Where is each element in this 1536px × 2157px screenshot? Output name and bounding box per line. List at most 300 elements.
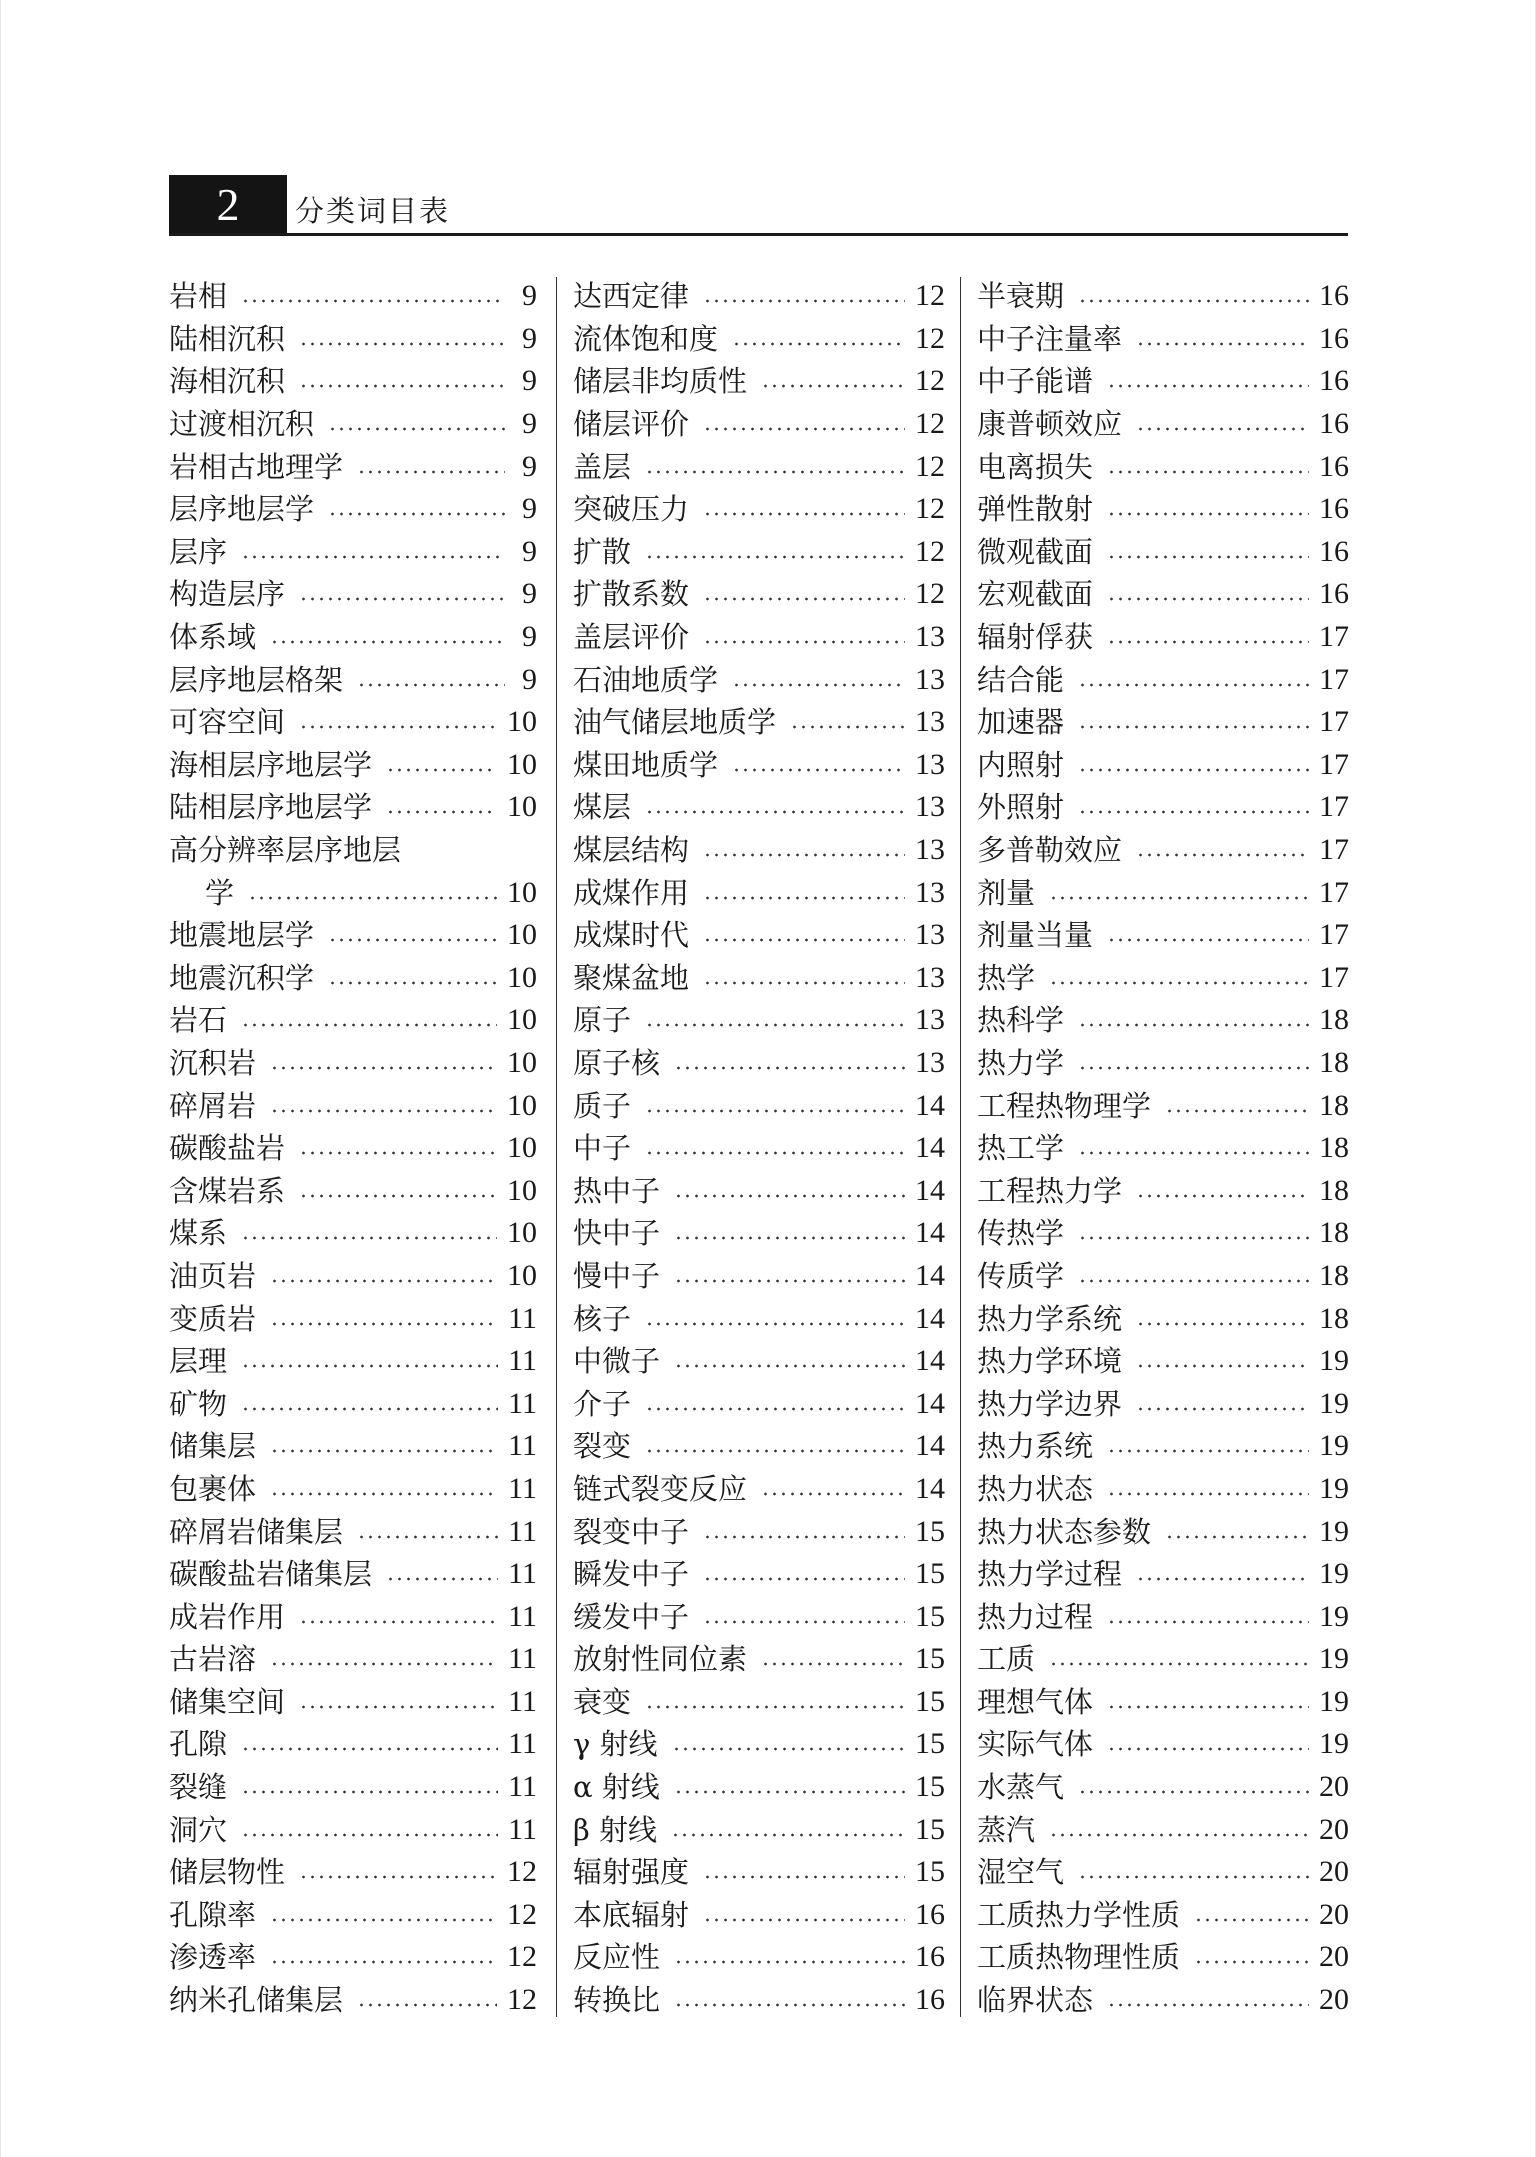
entry-page-number: 16 (1319, 492, 1349, 526)
entry-page-number: 11 (508, 1557, 537, 1591)
entry-term: 高分辨率层序地层 (169, 833, 402, 868)
entry-term: 临界状态 (977, 1983, 1094, 2018)
entry-term: 中子 (573, 1131, 632, 1166)
index-entry (169, 999, 537, 1042)
entry-page-number: 15 (915, 1684, 945, 1718)
entry-page-number: 16 (1319, 364, 1349, 398)
entry-page-number: 16 (915, 1983, 945, 2017)
dot-leader (386, 808, 497, 816)
dot-leader (674, 1277, 905, 1285)
entry-page-number: 16 (1319, 407, 1349, 441)
entry-term: 电离损失 (977, 449, 1094, 484)
entry-page-number: 18 (1319, 1045, 1349, 1079)
dot-leader (703, 936, 905, 944)
entry-page-number: 19 (1319, 1684, 1349, 1718)
entry-term: 层序 (169, 534, 228, 569)
index-entry (573, 1255, 945, 1298)
entry-page-number: 18 (1319, 1173, 1349, 1207)
index-entry (977, 829, 1349, 872)
dot-leader (703, 297, 905, 305)
entry-term: 层序地层格架 (169, 662, 344, 697)
index-entry (169, 829, 537, 872)
dot-leader (1136, 340, 1309, 348)
entry-page-number: 10 (507, 960, 537, 994)
entry-page-number: 14 (915, 1088, 945, 1122)
index-entry (573, 1766, 945, 1809)
entry-page-number: 15 (915, 1812, 945, 1846)
dot-leader (703, 851, 905, 859)
entry-page-number: 11 (508, 1514, 537, 1548)
entry-term: 储集层 (169, 1429, 257, 1464)
dot-leader (241, 1788, 498, 1796)
index-entry (977, 1340, 1349, 1383)
running-header (169, 175, 1348, 235)
dot-leader (1136, 851, 1309, 859)
entry-term: 传质学 (977, 1258, 1065, 1293)
entry-term: 成煤作用 (573, 875, 690, 910)
entry-page-number: 16 (915, 1940, 945, 1974)
dot-leader (732, 681, 905, 689)
dot-leader (674, 1234, 905, 1242)
index-entry (573, 744, 945, 787)
index-entry (169, 1936, 537, 1979)
entry-page-number: 10 (507, 1173, 537, 1207)
entry-term: 弹性散射 (977, 492, 1094, 527)
dot-leader (703, 1533, 905, 1541)
entry-page-number: 10 (507, 1088, 537, 1122)
entry-page-number: 19 (1319, 1429, 1349, 1463)
entry-page-number: 13 (915, 1003, 945, 1037)
entry-term: 中微子 (573, 1344, 661, 1379)
index-entry (169, 871, 537, 914)
index-entry (977, 1595, 1349, 1638)
index-entry (977, 1936, 1349, 1979)
index-entry (573, 318, 945, 361)
dot-leader (732, 340, 905, 348)
entry-page-number: 10 (507, 1216, 537, 1250)
dot-leader (299, 723, 497, 731)
header-rule (169, 233, 1348, 236)
entry-term: β 射线 (573, 1812, 657, 1847)
entry-term: 构造层序 (169, 577, 286, 612)
entry-term: 储层物性 (169, 1855, 286, 1890)
entry-term: 海相沉积 (169, 364, 286, 399)
entry-page-number: 20 (1319, 1897, 1349, 1931)
entry-term: 碎屑岩储集层 (169, 1514, 344, 1549)
entry-term: 突破压力 (573, 492, 690, 527)
dot-leader (1049, 894, 1309, 902)
entry-term: 石油地质学 (573, 662, 719, 697)
entry-page-number: 10 (507, 1258, 537, 1292)
header-title: 分类词目表 (295, 194, 451, 228)
index-column-3 (977, 275, 1349, 2035)
dot-leader (248, 894, 497, 902)
entry-page-number: 12 (507, 1940, 537, 1974)
entry-term: 热科学 (977, 1003, 1065, 1038)
dot-leader (241, 553, 505, 561)
entry-page-number: 9 (522, 407, 537, 441)
entry-page-number: 14 (915, 1173, 945, 1207)
dot-leader (1107, 510, 1309, 518)
entry-page-number: 13 (915, 747, 945, 781)
index-entry (169, 1042, 537, 1085)
index-entry (573, 1042, 945, 1085)
dot-leader (1107, 1447, 1309, 1455)
entry-term: 变质岩 (169, 1301, 257, 1336)
index-entry (573, 531, 945, 574)
entry-term: 原子核 (573, 1045, 661, 1080)
entry-page-number: 19 (1319, 1599, 1349, 1633)
dot-leader (761, 382, 905, 390)
entry-page-number: 14 (915, 1301, 945, 1335)
entry-term: 岩相 (169, 279, 228, 314)
dot-leader (1136, 1192, 1309, 1200)
entry-page-number: 11 (508, 1642, 537, 1676)
entry-term: 工程热物理学 (977, 1088, 1152, 1123)
dot-leader (241, 297, 505, 305)
index-entry (573, 1808, 945, 1851)
column-divider (960, 277, 961, 2017)
entry-page-number: 16 (1319, 449, 1349, 483)
entry-term: 储集空间 (169, 1684, 286, 1719)
entry-page-number: 20 (1319, 1855, 1349, 1889)
entry-page-number: 13 (915, 790, 945, 824)
entry-page-number: 12 (507, 1897, 537, 1931)
index-entry (169, 573, 537, 616)
dot-leader (1078, 297, 1309, 305)
dot-leader (299, 340, 505, 348)
entry-page-number: 19 (1319, 1514, 1349, 1548)
entry-term: 可容空间 (169, 705, 286, 740)
index-entry (977, 786, 1349, 829)
entry-page-number: 11 (508, 1429, 537, 1463)
entry-page-number: 13 (915, 960, 945, 994)
entry-term: 油气储层地质学 (573, 705, 777, 740)
entry-term: 内照射 (977, 747, 1065, 782)
entry-page-number: 13 (915, 662, 945, 696)
index-entry (573, 1468, 945, 1511)
entry-term: 煤田地质学 (573, 747, 719, 782)
entry-term: 流体饱和度 (573, 321, 719, 356)
dot-leader (1078, 808, 1309, 816)
entry-page-number: 16 (1319, 534, 1349, 568)
entry-page-number: 13 (915, 1045, 945, 1079)
dot-leader (703, 979, 905, 987)
index-entry (169, 1808, 537, 1851)
dot-leader (1078, 1234, 1309, 1242)
dot-leader (703, 1618, 905, 1626)
dot-leader (270, 1320, 498, 1328)
entry-page-number: 19 (1319, 1386, 1349, 1420)
dot-leader (674, 2001, 905, 2009)
index-entry (169, 1638, 537, 1681)
dot-leader (703, 1575, 905, 1583)
entry-term: 煤层 (573, 790, 632, 825)
dot-leader (241, 1021, 497, 1029)
entry-term: 中子能谱 (977, 364, 1094, 399)
entry-term: 工质热物理性质 (977, 1940, 1181, 1975)
entry-page-number: 17 (1319, 875, 1349, 909)
entry-term: 地震沉积学 (169, 960, 315, 995)
index-entry (169, 1340, 537, 1383)
dot-leader (1194, 1916, 1309, 1924)
index-entry (977, 1127, 1349, 1170)
index-entry (573, 1723, 945, 1766)
entry-term: 扩散系数 (573, 577, 690, 612)
entry-term: 微观截面 (977, 534, 1094, 569)
entry-term: 瞬发中子 (573, 1557, 690, 1592)
index-entry (573, 1169, 945, 1212)
entry-term: 反应性 (573, 1940, 661, 1975)
dot-leader (1078, 766, 1309, 774)
index-entry (573, 1894, 945, 1937)
entry-term: 热力状态 (977, 1471, 1094, 1506)
index-entry (573, 573, 945, 616)
index-entry (573, 786, 945, 829)
entry-term: 岩石 (169, 1003, 228, 1038)
dot-leader (299, 1703, 498, 1711)
dot-leader (1136, 1405, 1309, 1413)
entry-term: 工程热力学 (977, 1173, 1123, 1208)
dot-leader (241, 1745, 498, 1753)
entry-term: 加速器 (977, 705, 1065, 740)
entry-page-number: 17 (1319, 918, 1349, 952)
dot-leader (1078, 1788, 1309, 1796)
entry-page-number: 20 (1319, 1940, 1349, 1974)
entry-term: 理想气体 (977, 1684, 1094, 1719)
entry-page-number: 9 (522, 279, 537, 313)
entry-page-number: 11 (508, 1727, 537, 1761)
index-entry (169, 744, 537, 787)
dot-leader (645, 1021, 905, 1029)
entry-page-number: 10 (507, 747, 537, 781)
entry-term: 碳酸盐岩 (169, 1131, 286, 1166)
entry-term: 包裹体 (169, 1471, 257, 1506)
index-column-1 (169, 275, 537, 2035)
index-entry (169, 658, 537, 701)
dot-leader (1107, 936, 1309, 944)
dot-leader (328, 936, 497, 944)
entry-page-number: 14 (915, 1131, 945, 1165)
entry-term: 实际气体 (977, 1727, 1094, 1762)
entry-term: 层理 (169, 1344, 228, 1379)
index-entry (977, 1212, 1349, 1255)
entry-term: 聚煤盆地 (573, 960, 690, 995)
entry-term: 半衰期 (977, 279, 1065, 314)
index-entry (169, 1553, 537, 1596)
entry-page-number: 19 (1319, 1727, 1349, 1761)
entry-term: 储层非均质性 (573, 364, 748, 399)
entry-term: 矿物 (169, 1386, 228, 1421)
entry-term: 质子 (573, 1088, 632, 1123)
dot-leader (703, 1916, 905, 1924)
dot-leader (1107, 553, 1309, 561)
index-entry (169, 957, 537, 1000)
dot-leader (1165, 1107, 1309, 1115)
dot-leader (674, 1958, 905, 1966)
index-entry (169, 1084, 537, 1127)
index-entry (573, 616, 945, 659)
index-entry (977, 701, 1349, 744)
dot-leader (357, 681, 505, 689)
index-entry (977, 957, 1349, 1000)
index-entry (573, 658, 945, 701)
entry-page-number: 15 (915, 1514, 945, 1548)
entry-page-number: 9 (522, 577, 537, 611)
entry-term: 过渡相沉积 (169, 407, 315, 442)
index-entry (573, 1638, 945, 1681)
index-entry (573, 1340, 945, 1383)
dot-leader (1078, 1064, 1309, 1072)
index-entry (977, 1382, 1349, 1425)
entry-page-number: 16 (1319, 279, 1349, 313)
dot-leader (270, 1490, 498, 1498)
entry-page-number: 12 (915, 449, 945, 483)
entry-term: 热力系统 (977, 1429, 1094, 1464)
index-entry (977, 1510, 1349, 1553)
entry-page-number: 12 (915, 492, 945, 526)
dot-leader (270, 1107, 497, 1115)
dot-leader (241, 1405, 498, 1413)
index-entry (169, 531, 537, 574)
entry-page-number: 15 (915, 1855, 945, 1889)
dot-leader (299, 595, 505, 603)
entry-page-number: 17 (1319, 620, 1349, 654)
entry-term: 裂变中子 (573, 1514, 690, 1549)
dot-leader (270, 1064, 497, 1072)
entry-term: 放射性同位素 (573, 1642, 748, 1677)
index-entry (573, 871, 945, 914)
entry-term: 古岩溶 (169, 1642, 257, 1677)
dot-leader (674, 1192, 905, 1200)
dot-leader (241, 1362, 498, 1370)
entry-term: 热力学系统 (977, 1301, 1123, 1336)
index-entry (169, 1212, 537, 1255)
entry-term: 裂变 (573, 1429, 632, 1464)
entry-term: 衰变 (573, 1684, 632, 1719)
dot-leader (1078, 723, 1309, 731)
dot-leader (645, 808, 905, 816)
index-entry (977, 999, 1349, 1042)
index-entry (977, 1084, 1349, 1127)
entry-term: 工质 (977, 1642, 1036, 1677)
dot-leader (1049, 1831, 1309, 1839)
dot-leader (1049, 1660, 1309, 1668)
entry-page-number: 14 (915, 1386, 945, 1420)
index-entry (573, 1127, 945, 1170)
dot-leader (674, 1362, 905, 1370)
index-entry (977, 1808, 1349, 1851)
index-entry (573, 1212, 945, 1255)
index-entry (573, 1084, 945, 1127)
dot-leader (1107, 1490, 1309, 1498)
entry-term: 剂量 (977, 875, 1036, 910)
index-entry (573, 1553, 945, 1596)
entry-term: 热力学过程 (977, 1557, 1123, 1592)
entry-page-number: 12 (507, 1983, 537, 2017)
index-columns (169, 275, 1348, 2035)
dot-leader (1078, 1873, 1309, 1881)
entry-term: γ 射线 (573, 1727, 658, 1762)
index-entry (977, 1723, 1349, 1766)
index-entry (977, 1553, 1349, 1596)
entry-term: 中子注量率 (977, 321, 1123, 356)
dot-leader (671, 1831, 905, 1839)
index-entry (169, 1127, 537, 1170)
dot-leader (270, 638, 505, 646)
dot-leader (703, 638, 905, 646)
entry-page-number: 10 (507, 875, 537, 909)
dot-leader (1078, 1149, 1309, 1157)
page-number-badge: 2 (169, 175, 287, 233)
dot-leader (645, 1320, 905, 1328)
dot-leader (1107, 1703, 1309, 1711)
entry-page-number: 20 (1319, 1983, 1349, 2017)
index-entry (169, 488, 537, 531)
index-entry (169, 1297, 537, 1340)
entry-page-number: 20 (1319, 1812, 1349, 1846)
dot-leader (703, 894, 905, 902)
entry-term: 外照射 (977, 790, 1065, 825)
entry-page-number: 11 (508, 1344, 537, 1378)
entry-page-number: 14 (915, 1471, 945, 1505)
index-entry (573, 445, 945, 488)
entry-page-number: 14 (915, 1258, 945, 1292)
entry-page-number: 12 (915, 534, 945, 568)
index-entry (573, 1382, 945, 1425)
dot-leader (703, 1873, 905, 1881)
entry-term: 渗透率 (169, 1940, 257, 1975)
entry-page-number: 11 (508, 1386, 537, 1420)
entry-page-number: 12 (915, 364, 945, 398)
dot-leader (645, 468, 905, 476)
entry-term: 原子 (573, 1003, 632, 1038)
index-entry (573, 1595, 945, 1638)
dot-leader (1107, 638, 1309, 646)
dot-leader (241, 1831, 498, 1839)
index-entry (977, 445, 1349, 488)
entry-page-number: 15 (915, 1727, 945, 1761)
index-entry (573, 957, 945, 1000)
entry-term: 盖层 (573, 449, 632, 484)
dot-leader (1136, 1362, 1309, 1370)
entry-term: 康普顿效应 (977, 407, 1123, 442)
dot-leader (761, 1490, 905, 1498)
entry-term: 热力状态参数 (977, 1514, 1152, 1549)
entry-term: 热力学 (977, 1045, 1065, 1080)
dot-leader (790, 723, 905, 731)
entry-page-number: 9 (522, 620, 537, 654)
dot-leader (241, 1234, 497, 1242)
entry-term: 裂缝 (169, 1770, 228, 1805)
dot-leader (270, 1277, 497, 1285)
entry-term: 扩散 (573, 534, 632, 569)
entry-term: 工质热力学性质 (977, 1897, 1181, 1932)
dot-leader (1136, 1320, 1309, 1328)
index-column-2 (573, 275, 945, 2035)
column-divider (556, 277, 557, 2017)
entry-term: 体系域 (169, 620, 257, 655)
entry-term: 转换比 (573, 1983, 661, 2018)
dot-leader (703, 425, 905, 433)
entry-term: 链式裂变反应 (573, 1471, 748, 1506)
entry-term: 多普勒效应 (977, 833, 1123, 868)
index-entry (169, 1425, 537, 1468)
dot-leader (328, 425, 505, 433)
entry-page-number: 11 (508, 1599, 537, 1633)
entry-page-number: 13 (915, 620, 945, 654)
dot-leader (1107, 382, 1309, 390)
